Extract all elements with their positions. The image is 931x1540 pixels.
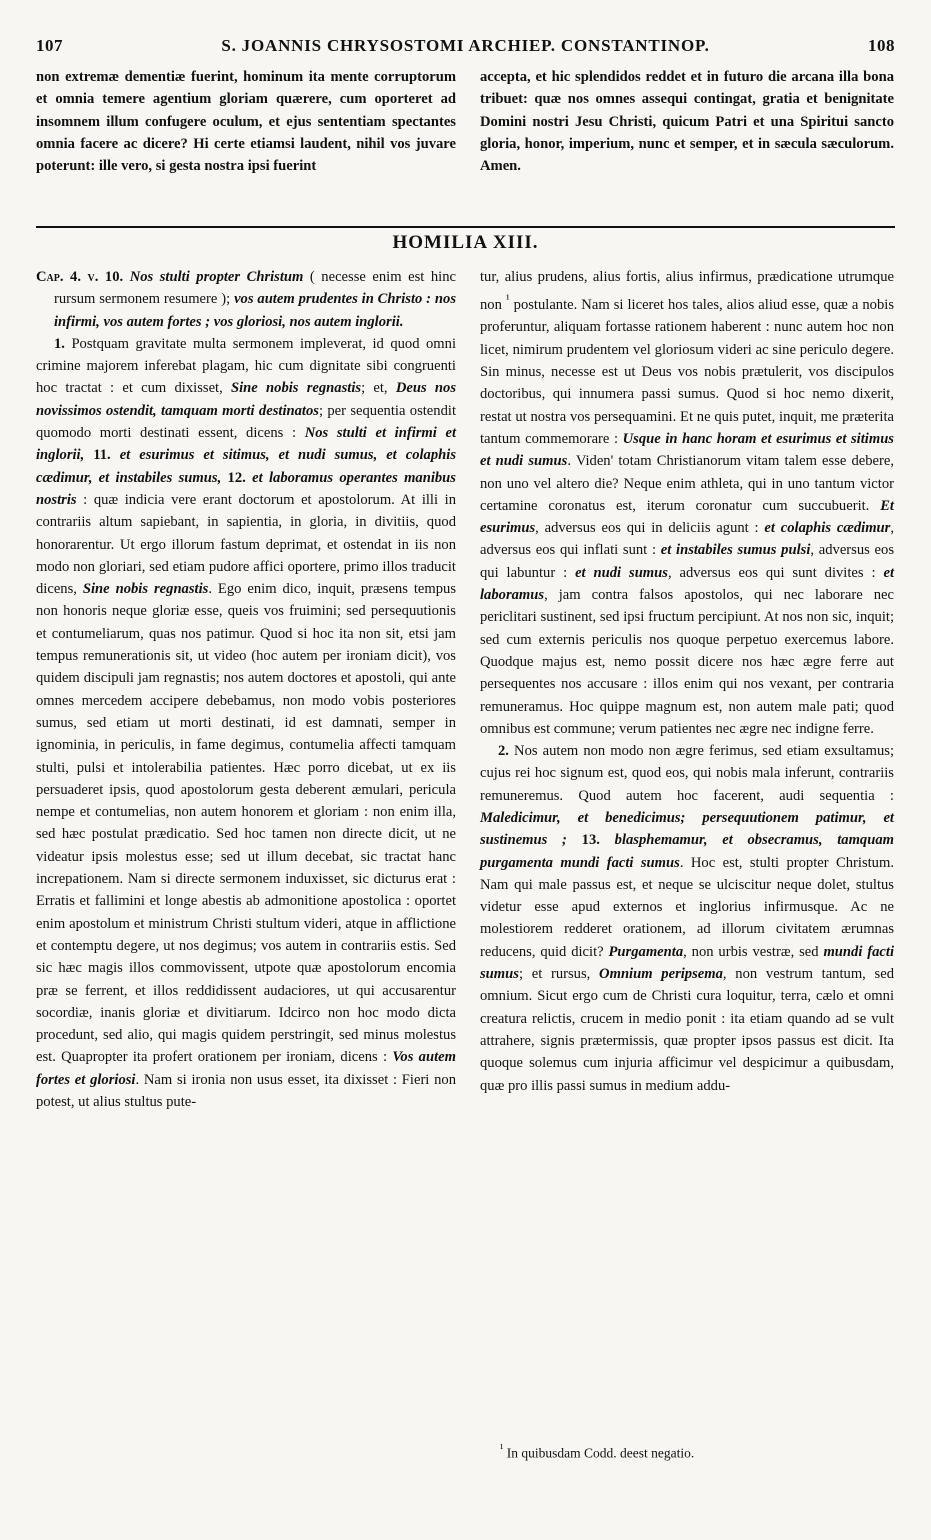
quotation: Usque in hanc horam et esurimus et sitimus et nudi sumus	[480, 430, 894, 470]
text-run: Postquam gravitate multa sermonem impleverat, id quod omni crimine majorem inferebat plagam, hic cum dignitate sibi congruenti hoc tractat : et cum dixisset,	[36, 335, 456, 397]
quotation: et nudi sumus	[575, 564, 668, 581]
quotation: Sine nobis regnastis	[82, 581, 209, 598]
text-run: Nos autem non modo non ægre ferimus, sed etiam exsultamus; cujus rei hoc signum est, quod eos, qui nobis mala inferunt, contrariis remuneremus. Quod autem hoc facerent, audi sequentia :	[480, 743, 895, 804]
lemma-text: vos autem prudentes in Christo : nos infirmi, vos autem fortes ; vos gloriosi, nos autem inglorii.	[54, 291, 457, 330]
section-number: 1.	[54, 335, 65, 352]
main-column-right	[480, 266, 894, 1097]
chapter-verse-label: Cap. 4. v. 10.	[36, 269, 124, 285]
quotation: Omnium peripsema	[599, 966, 723, 983]
paragraph	[480, 266, 894, 740]
text-run: ; et rursus,	[518, 966, 591, 983]
quotation: Maledicimur, et benedicimus; persequutionem patimur, et sustinemus ;	[480, 809, 894, 849]
text-run: , adversus eos qui inflati sunt :	[480, 520, 894, 559]
previous-homily-ending-left	[36, 66, 456, 177]
verse-number: 12.	[227, 469, 246, 486]
homily-title: HOMILIA XIII.	[392, 232, 539, 253]
paragraph: non extremæ dementiæ fuerint, hominum ita mente corruptorum et omnia temere agentium gloriam quærere, cum oporteret ad insomnem illum confugere oculum, et ejus sententiam spectantes omnia facere ac dicere? Hi certe etiamsi laudent, nihil vos juvare poterunt: ille vero, si gesta nostra ipsi fuerint	[36, 69, 456, 175]
paragraph: accepta, et hic splendidos reddet et in futuro die arcana illa bona tribuet: quæ nos omnes assequi contingat, gratia et benignitate Domini nostri Jesu Christi, quicum Patri et una Spiritui sancto gloria, honor, imperium, nunc et semper, et in sæcula sæculorum. Amen.	[480, 69, 894, 175]
text-run: ; et,	[361, 380, 388, 397]
section-number: 2.	[498, 743, 509, 760]
verse-number: 11.	[93, 447, 111, 464]
quotation: mundi facti sumus	[480, 943, 895, 983]
text-run: tur, alius prudens, alius fortis, alius infirmus, prædicatione utrumque non	[480, 269, 894, 314]
text-run: . Viden' totam Christianorum vitam talem esse debere, non uno vel altero die? Neque enim athleta, qui in uno tantum victor certamine coronatus est, iterum coronatur cum succubuerit.	[480, 453, 895, 514]
previous-homily-ending-right	[480, 66, 894, 177]
quotation: Sine nobis regnastis	[231, 380, 362, 397]
text-run: . Hoc est, stulti propter Christum. Nam qui male passus est, et neque se ulciscitur neque dolet, stultus videtur esse apud externos et inglorius infirmusque. Ac ne molestiorem redderet orationem, ad illorum civitatem ærumnas reducens, quid dicit?	[480, 854, 894, 960]
footnote	[500, 1440, 894, 1463]
text-run: , jam contra falsos apostolos, qui nec laborare nec periclitari sustinent, sed ipsi fructum percipiunt. At nos non sic, inquit; sed cum externis periculis nos quoque perpetuo exercemus labore. Quodque majus est, nemo possit dicere nos hæc ægre ferre aut persequentes nos accusare : illos enim qui nos vexant, per contraria remuneramus. Hoc quippe magnum est, non autem male pati; quod omnibus est commune; verum patientes nec ægre nec indigne ferre.	[480, 587, 894, 737]
paragraph	[36, 333, 456, 1113]
quotation: et colaphis cædimur	[764, 520, 891, 537]
paragraph	[480, 740, 894, 1097]
quotation: blasphemamur, et obsecramus, tamquam purgamenta mundi facti sumus	[480, 832, 894, 871]
text-run: . Nam si ironia non usus esset, ita dixisset : Fieri non potest, ut alius stultus pute-	[36, 1071, 456, 1110]
footnote-reference: ¹	[505, 292, 510, 307]
scripture-lemma	[36, 266, 456, 333]
page-number-left: 107	[36, 36, 63, 55]
quotation: Purgamenta	[608, 943, 684, 960]
page-number-right: 108	[868, 36, 895, 55]
quotation: Vos autem fortes et gloriosi	[36, 1049, 456, 1088]
text-run: . Ego enim dico, inquit, præsens tempus non honoris neque gloriæ esse, queis vos fruimini; sed persequutionis et contumeliarum, quas nos patimur. Quod si hoc ita non sit, etsi jam tempus remunerationis sit, ut video (hoc autem per ironiam dicit), vos quidem discipuli jam regnastis; nos autem doctores et apostoli, qui ante omnes mercedem accipere debebamus, non modo vobis posteriores sumus, sed etiam ut morti destinati, id est damnati, semper in ignominia, in periculis, in fame degimus, contumelia affecti tamquam stulti, pulsi et intolerabilia patientes. Hæc porro dicebat, ut ex iis persuaderet ipsis, quod apostolorum gesta deberent æmulari, pericula nempe et contumelias, non autem honorem et gloriam : non enim illa, sed hæc postulat prædicatio. Sed hoc tamen non directe dicit, ut ne videatur ipsis molestus esse; sed ut illum decebat, sic tractat hanc increpationem. Nam si directe sermonem induxisset, sic dicturus erat : Erratis et fallimini et longe abestis ab admonitione apostolica : oportet enim apostolum et ministrum Christi stultum videri, atque in afflictione et contemptu degere, ut nos degimus; vos autem in contrariis estis. Sed sic hæc magis illos commovissent, utpote quæ apostolorum encomia præ se ferrent, et illos reddidissent audaciores, ut qui accusarentur socordiæ, inanis gloriæ et divitiarum. Idcirco non hoc modo dicta procedunt, sed alio, qui magis quidem perstringit, sed minus molestus est. Quapropter ita profert orationem per ironiam, dicens :	[36, 581, 456, 1066]
lemma-aside: ( necesse enim est hinc rursum sermonem resumere );	[54, 269, 456, 308]
text-run: postulante. Nam si liceret hos tales, alios aliud esse, quæ a nobis proferuntur, aliquam fortasse rationem haberent : nunc autem hoc non licet, nimirum prudentem vel gloriosum videri ac sine periculo degere. Sin minus, necesse est ut Deus vos nobis prætulerit, vos discipulos doctoribus, qui innumera passi sumus. Quod si hoc nemo dixerit, restat ut nostra vos persequamini. Et ne quis putet, inquit, me præterita tantum commemorare :	[480, 297, 895, 447]
running-head	[36, 36, 895, 62]
section-divider	[36, 226, 895, 228]
text-run: , adversus eos qui in deliciis agunt :	[535, 520, 759, 537]
running-title: S. JOANNIS CHRYSOSTOMI ARCHIEP. CONSTANTINOP.	[221, 36, 710, 55]
lemma-text: Nos stulti propter Christum	[129, 269, 304, 285]
verse-number: 13.	[581, 832, 600, 849]
text-run: , adversus eos qui labuntur :	[480, 542, 895, 581]
quotation: Et esurimus	[480, 497, 894, 537]
quotation: Nos stulti et infirmi et inglorii,	[36, 425, 457, 464]
text-run: ; per sequentia ostendit quomodo morti destinati essent, dicens :	[36, 402, 456, 442]
text-run: : quæ indicia vere erant doctorum et apostolorum. At illi in contrariis altum sapiebant, in sapientia, in gloria, in divitiis, quod honorarentur. Ut ergo illorum fastum deprimat, et ostendat in iis non modo non gloriari, sed etiam pudore affici oportere, primo illos traducit dicens,	[36, 491, 456, 598]
quotation: Deus nos novissimos ostendit, tamquam morti destinatos	[36, 380, 457, 419]
footnote-text: In quibusdam Codd. deest negatio.	[506, 1445, 695, 1461]
text-run: , non urbis vestræ, sed	[683, 943, 819, 960]
text-run: , adversus eos qui sunt divites :	[667, 564, 876, 581]
quotation: et laboramus operantes manibus nostris	[36, 469, 456, 508]
text-run: , non vestrum tantum, sed omnium. Sicut ergo cum de Christi cura loquitur, terra, cælo et omni creatura relictis, crucem in medio ponit : ita etiam quando ad se vult attrahere, signis prætermissis, quæ propter ipsos passus est dicit. Ita quoque solemus cum injuria afficimur vel despicimur a quibusdam, quæ pro illis passi sumus in medium addu-	[480, 966, 894, 1094]
quotation: et instabiles sumus pulsi	[660, 542, 811, 559]
footnote-mark: ¹	[500, 1443, 504, 1455]
quotation: et laboramus	[480, 564, 895, 604]
quotation: et esurimus et sitimus, et nudi sumus, et colaphis cædimur, et instabiles sumus,	[36, 447, 456, 486]
main-column-left	[36, 266, 456, 1113]
